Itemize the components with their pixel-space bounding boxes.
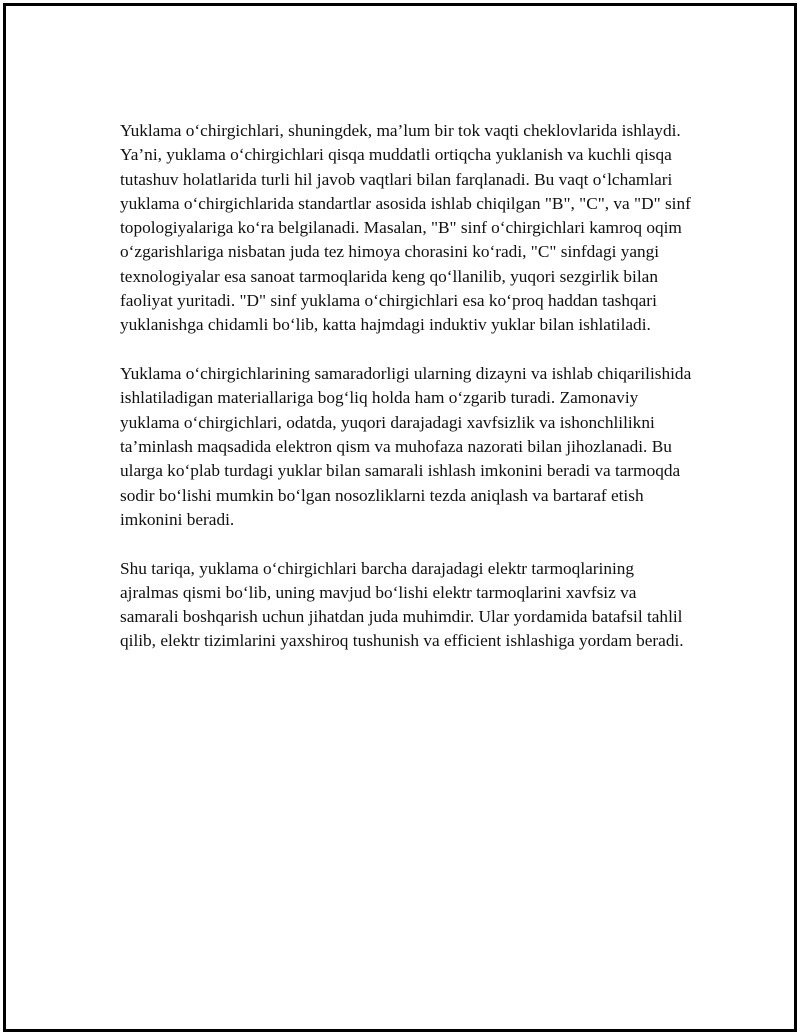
paragraph-1: Yuklama o‘chirgichlari, shuningdek, ma’lum bir tok vaqti cheklovlarida ishlaydi. Ya’ni, yuklama o‘chirgichlari qisqa muddatli ortiqcha yuklanish va kuchli qisqa tutashuv holatlarida turli hil javob vaqtlari bilan farqlanadi. Bu vaqt o‘lchamlari yuklama o‘chirgichlarida standartlar asosida ishlab chiqilgan "B", "C", va "D" sinf topologiyalariga ko‘ra belgilanadi. Masalan, "B" sinf o‘chirgichlari kamroq oqim o‘zgarishlariga nisbatan juda tez himoya chorasini ko‘radi, "C" sinfdagi yangi texnologiyalar esa sanoat tarmoqlarida keng qo‘llanilib, yuqori sezgirlik bilan faoliyat yuritadi. "D" sinf yuklama o‘chirgichlari esa ko‘proq haddan tashqari yuklanishga chidamli bo‘lib, katta hajmdagi induktiv yuklar bilan ishlatiladi.	[120, 121, 691, 335]
document-page	[3, 3, 797, 1032]
document-body	[120, 119, 695, 678]
paragraph-3: Shu tariqa, yuklama o‘chirgichlari barcha darajadagi elektr tarmoqlarining ajralmas qismi bo‘lib, uning mavjud bo‘lishi elektr tarmoqlarini xavfsiz va samarali boshqarish uchun jihatdan juda muhimdir. Ular yordamida batafsil tahlil qilib, elektr tizimlarini yaxshiroq tushunish va efficient ishlashiga yordam beradi.	[120, 558, 684, 651]
paragraph-2: Yuklama o‘chirgichlarining samaradorligi ularning dizayni va ishlab chiqarilishida ishlatiladigan materiallariga bog‘liq holda ham o‘zgarib turadi. Zamonaviy yuklama o‘chirgichlari, odatda, yuqori darajadagi xavfsizlik va ishonchlilikni ta’minlash maqsadida elektron qism va muhofaza nazorati bilan jihozlanadi. Bu ularga ko‘plab turdagi yuklar bilan samarali ishlash imkonini beradi va tarmoqda sodir bo‘lishi mumkin bo‘lgan nosozliklarni tezda aniqlash va bartaraf etish imkonini beradi.	[120, 364, 692, 529]
